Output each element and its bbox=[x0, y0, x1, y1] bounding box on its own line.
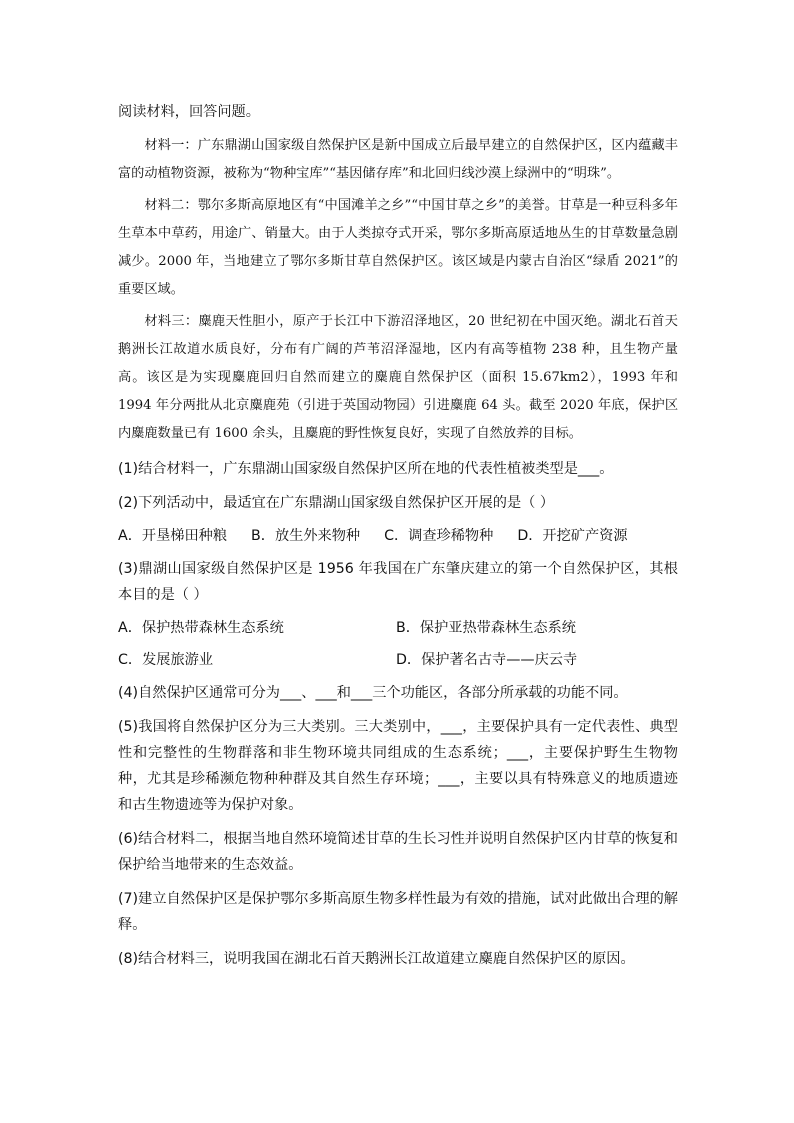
option-a: A．保护热带森林生态系统 bbox=[118, 620, 284, 636]
question-2: (2)下列活动中，最适宜在广东鼎湖山国家级自然保护区开展的是（ ） bbox=[118, 495, 555, 511]
option-b: B．保护亚热带森林生态系统 bbox=[396, 620, 576, 636]
question-3-options bbox=[118, 616, 678, 672]
material-three: 材料三：麋鹿天性胆小，原产于长江中下游沼泽地区，20 世纪初在中国灭绝。湖北石首天鹅洲长江故道水质良好，分布有广阔的芦苇沼泽湿地，区内有高等植物 238 种，且生物产量高。该区是为实现麋鹿回归自然而建立的麋鹿自然保护区（面积 15.67km2），1993 年和 1994 年分两批从北京麋鹿苑（引进于英国动物园）引进麋鹿 64 头。截至 2020 年底，保护区内麋鹿数量已有 1600 余头，且麋鹿的野性恢复良好，实现了自然放养的目标。 bbox=[118, 314, 678, 441]
option-d: D．开挖矿产资源 bbox=[517, 528, 628, 544]
document-page bbox=[118, 100, 678, 972]
question-8: (8)结合材料三，说明我国在湖北石首天鹅洲长江故道建立麋鹿自然保护区的原因。 bbox=[118, 951, 635, 967]
intro-text: 阅读材料，回答问题。 bbox=[118, 104, 260, 120]
option-c: C．调查珍稀物种 bbox=[384, 528, 494, 544]
option-b: B．放生外来物种 bbox=[251, 528, 361, 544]
option-c: C．发展旅游业 bbox=[118, 652, 214, 668]
material-two: 材料二：鄂尔多斯高原地区有“中国滩羊之乡”“中国甘草之乡”的美誉。甘草是一种豆科多年生草本中草药，用途广、销量大。由于人类掠夺式开采，鄂尔多斯高原适地丛生的甘草数量急剧减少。2000 年，当地建立了鄂尔多斯甘草自然保护区。该区域是内蒙古自治区“绿盾 2021”的重要区域。 bbox=[118, 198, 678, 297]
question-6: (6)结合材料二，根据当地自然环境简述甘草的生长习性并说明自然保护区内甘草的恢复和保护给当地带来的生态效益。 bbox=[118, 831, 678, 873]
question-1: (1)结合材料一，广东鼎湖山国家级自然保护区所在地的代表性植被类型是___。 bbox=[118, 461, 614, 477]
question-2-options bbox=[118, 524, 678, 548]
question-7: (7)建立自然保护区是保护鄂尔多斯高原生物多样性最为有效的措施，试对此做出合理的解释。 bbox=[118, 891, 678, 933]
option-d: D．保护著名古寺——庆云寺 bbox=[396, 652, 578, 668]
material-one: 材料一：广东鼎湖山国家级自然保护区是新中国成立后最早建立的自然保护区，区内蕴藏丰富的动植物资源，被称为“物种宝库”“基因储存库”和北回归线沙漠上绿洲中的“明珠”。 bbox=[118, 138, 678, 181]
question-3: (3)鼎湖山国家级自然保护区是 1956 年我国在广东肇庆建立的第一个自然保护区，其根本目的是（ ） bbox=[118, 561, 678, 603]
question-4: (4)自然保护区通常可分为___、___和___三个功能区，各部分所承载的功能不同。 bbox=[118, 685, 628, 701]
question-5: (5)我国将自然保护区分为三大类别。三大类别中，___，主要保护具有一定代表性、典型性和完整性的生物群落和非生物环境共同组成的生态系统；___，主要保护野生生物物种，尤其是珍稀濒危物种种群及其自然生存环境；___，主要以具有特殊意义的地质遗迹和古生物遗迹等为保护对象。 bbox=[118, 719, 678, 813]
option-a: A．开垦梯田种粮 bbox=[118, 528, 228, 544]
